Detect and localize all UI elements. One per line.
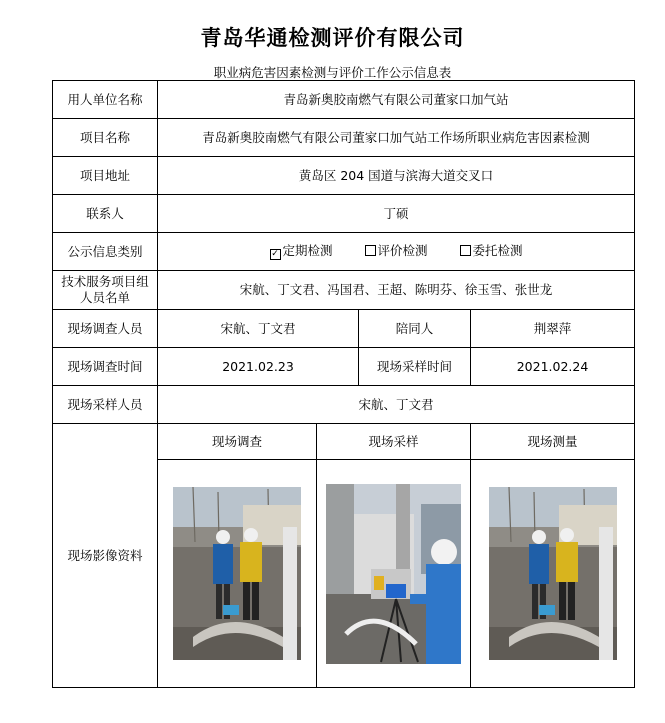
info-table [52,80,635,688]
photo-measure [489,487,617,660]
row-survey [53,310,635,348]
survey-time-label: 现场调查时间 [53,348,158,386]
samplers-value: 宋航、丁文君 [158,386,635,424]
row-samplers [53,386,635,424]
samplers-label: 现场采样人员 [53,386,158,424]
checkbox-periodic[interactable]: ✓ [271,249,279,259]
image-col-survey: 现场调查 [158,424,317,460]
contact-value: 丁硕 [158,195,635,233]
photo-cell-sampling [317,460,471,688]
company-title: 青岛华通检测评价有限公司 [200,25,465,50]
photo-survey [173,487,301,660]
option-evaluation-label: 评价检测 [377,243,428,258]
photo-cell-survey [158,460,317,688]
survey-time-value: 2021.02.23 [158,348,359,386]
row-times [53,348,635,386]
address-label: 项目地址 [53,157,158,195]
row-category [53,233,635,271]
checkbox-commissioned[interactable] [460,245,471,256]
option-periodic[interactable] [270,243,333,260]
row-address [53,157,635,195]
option-periodic-label: 定期检测 [282,243,333,258]
row-contact [53,195,635,233]
images-label: 现场影像资料 [53,424,158,688]
option-commissioned-label: 委托检测 [472,243,523,258]
escort-value: 荆翠萍 [471,310,635,348]
row-project [53,119,635,157]
team-value: 宋航、丁文君、冯国君、王超、陈明芬、徐玉雪、张世龙 [158,271,635,310]
team-label: 技术服务项目组人员名单 [53,271,158,310]
employer-label: 用人单位名称 [53,81,158,119]
row-employer [53,81,635,119]
address-value: 黄岛区 204 国道与滨海大道交叉口 [158,157,635,195]
sampling-time-value: 2021.02.24 [471,348,635,386]
photo-cell-measure [471,460,635,688]
checkbox-evaluation[interactable] [365,245,376,256]
category-options [158,233,635,271]
option-commissioned[interactable] [460,243,523,259]
project-value: 青岛新奥胶南燃气有限公司董家口加气站工作场所职业病危害因素检测 [158,119,635,157]
sampling-time-label: 现场采样时间 [359,348,471,386]
survey-value: 宋航、丁文君 [158,310,359,348]
category-label: 公示信息类别 [53,233,158,271]
option-evaluation[interactable] [365,243,428,259]
image-col-sampling: 现场采样 [317,424,471,460]
row-image-headers [53,424,635,460]
survey-label: 现场调查人员 [53,310,158,348]
image-col-measure: 现场测量 [471,424,635,460]
form-title: 职业病危害因素检测与评价工作公示信息表 [213,65,452,80]
project-label: 项目名称 [53,119,158,157]
contact-label: 联系人 [53,195,158,233]
row-team [53,271,635,310]
escort-label: 陪同人 [359,310,471,348]
employer-value: 青岛新奥胶南燃气有限公司董家口加气站 [158,81,635,119]
photo-sampling [326,484,461,664]
